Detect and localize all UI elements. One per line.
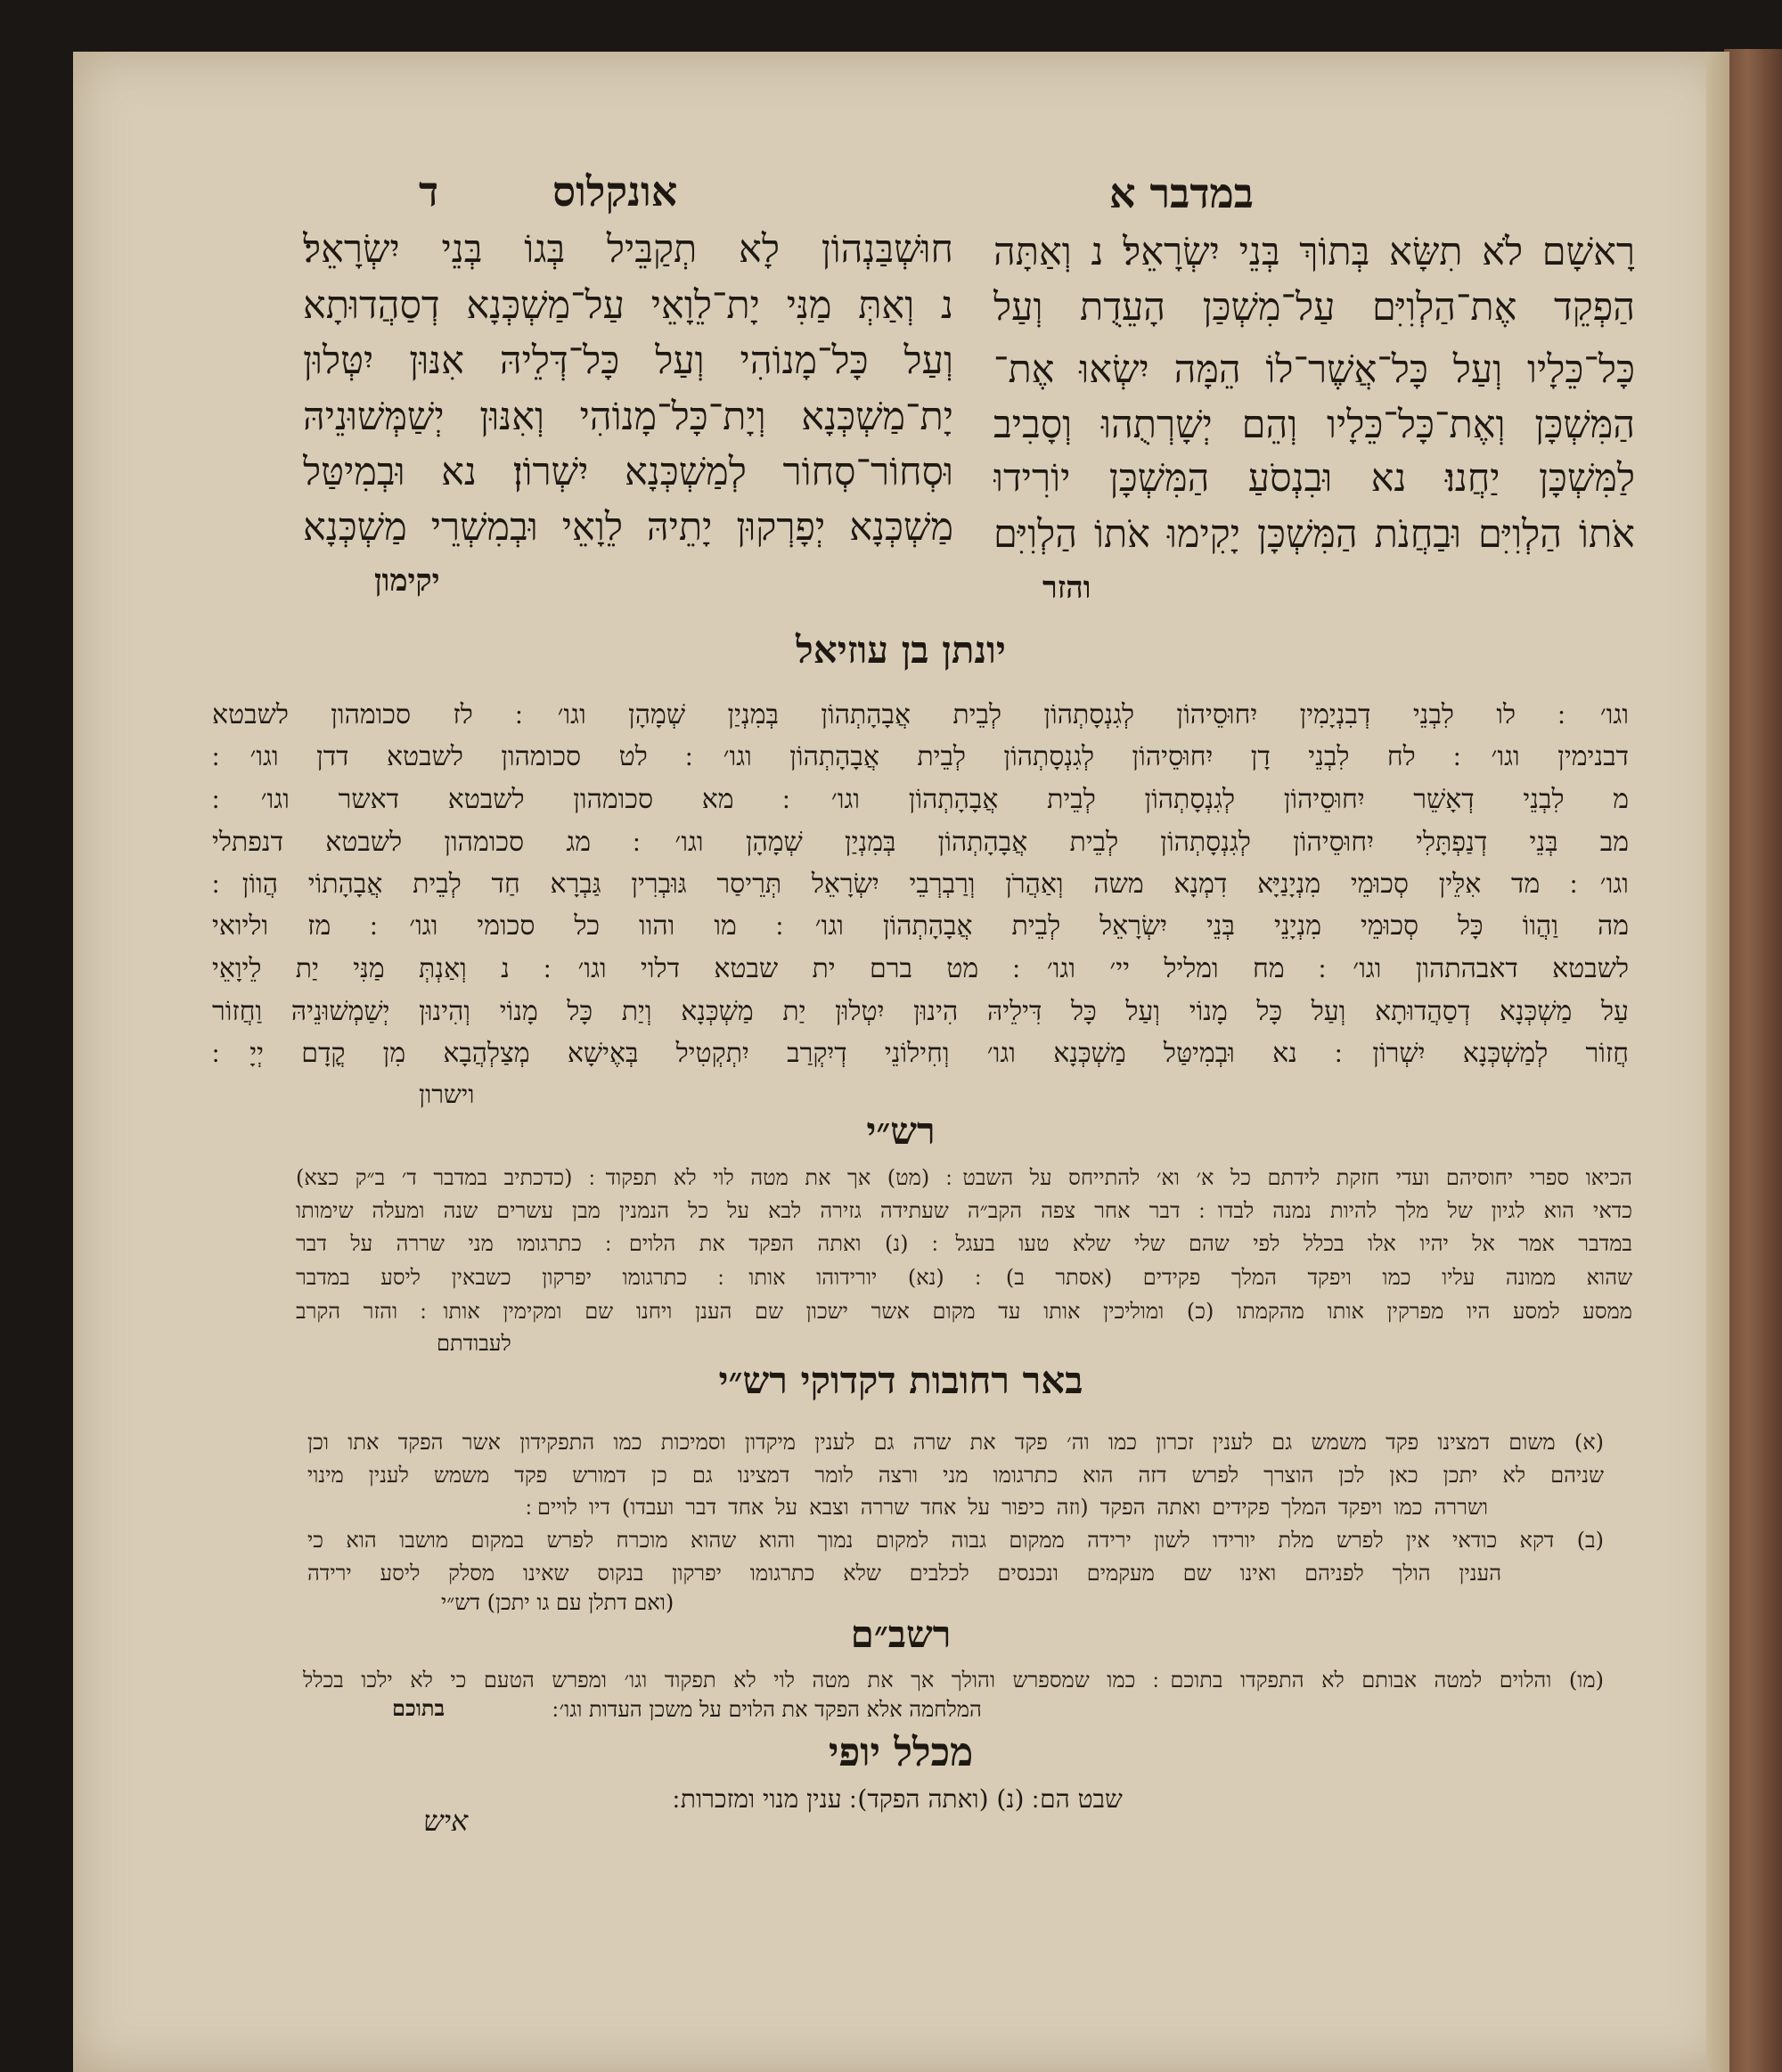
beer-line: שניהם לא יתכן כאן לכן הוצרך לפרש דזה הוא כתרגומו מני ורצה לומר דמצינו גם כן דמורש פקד משמש לענין מינוי	[307, 1463, 1604, 1488]
beer-line-end: (ואם דתלן עם גו יתכן) דש״י	[441, 1590, 674, 1615]
yonatan-line: וגו׳ ׃ לו לִבְנֵי דְבִנְיָמִין יִחוּסֵיהוֹן לְגִנְסָתְהוֹן לְבֵית אֲבָהָתְהוֹן בְּמִנְיַן שְׁמָהָן וגו׳ ׃ לז סכומהון לשבטא	[212, 699, 1629, 730]
yonatan-line: מה וַהֲווֹ כָּל סְכוּמֵי מִנְיָנֵי בְּנֵי יִשְׂרָאֵל לְבֵית אֲבָהָתְהוֹן וגו׳ ׃ מו והוו כל סכומי וגו׳ ׃ מז וליואי	[212, 910, 1629, 942]
yonatan-line: עַל מַשְׁכְּנָא דְסַהֲדוּתָא וְעַל כָּל מָנוֹי וְעַל כָּל דִּילֵיהּ הִינוּן יִטְלוּן יַת מַשְׁכְּנָא וְיַת כָּל מָנוֹי וְהִינוּן יְשַׁמְשׁוּנֵיהּ וַחֲזוֹר	[212, 996, 1629, 1027]
torah-line: כָּל־כֵּלָיו וְעַל כָּל־אֲשֶׁר־לוֹ הֵמָּה יִשְׂאוּ אֶת־	[993, 347, 1635, 392]
rashi-line: ממסע למסע היו מפרקין אותו מהקמתו (כ) ומוליכין אותו עד מקום אשר ישכון שם הענן ויחנו שם ומקימין אותו ׃ והזר הקרב	[296, 1299, 1632, 1324]
torah-catchword: והזר	[1042, 570, 1091, 606]
rashi-line: כדאי הוא לגיון של מלך להיות נמנה לבדו ׃ דבר אחר צפה הקב״ה שעתידה גזירה לבא על כל הנמנין מבן עשרים שנה ומעלה שימותו	[296, 1198, 1632, 1223]
rashbam-line: (מו) והלוים למטה אבותם לא התפקדו בתוכם ׃ כמו שמספרש והולך אך את מטה לוי לא תפקוד וגו׳ ומפרש הטעם כי לא ילכו בכלל	[303, 1668, 1604, 1693]
beer-title: באר רחובות דקדוקי רש״י	[718, 1358, 1083, 1402]
onkelos-line: נ וְאַתְּ מַנִּי יָת־לֵוָאֵי עַל־מַשְׁכְּנָא דְסַהֲדוּתָא	[303, 283, 953, 328]
onkelos-catchword: יקימון	[374, 563, 440, 599]
torah-line: לַמִּשְׁכָּן יַחֲנוּ׃ נא וּבִנְסֹעַ הַמִּשְׁכָּן יוֹרִידוּ	[993, 456, 1635, 501]
onkelos-line: וּסְחוֹר־סְחוֹר לְמַשְׁכְּנָא יִשְׁרוֹן׃ נא וּבְמִיטַּל	[303, 450, 953, 494]
rashbam-catchword: בתוכם	[392, 1695, 446, 1721]
book-cover-edge	[1724, 49, 1782, 2072]
rashi-line: הכיאו ספרי יחוסיהם ועדי חזקת לידתם כל א׳ וא׳ להתייחס על השבט ׃ (מט) אך את מטה לוי לא תפקוד ׃ (כדכתיב במדבר ד׳ ב״ק כצא)	[296, 1165, 1632, 1190]
rashi-line: במדבר אמר אל יהיו אלו בכלל לפי שהם שלי שלא טעו בעגל ׃ (נ) ואתה הפקד את הלוים ׃ כתרגומו מני שררה על דבר	[296, 1231, 1632, 1256]
rashbam-line-end: המלחמה אלא הפקד את הלוים על משכן העדות וגו׳ ׃	[552, 1697, 982, 1722]
onkelos-line: חוּשְׁבַּנְהוֹן לָא תְקַבֵּיל בְּגוֹ בְּנֵי יִשְׂרָאֵל׃	[303, 227, 953, 272]
beer-line: הענין הולך לפניהם ואינו שם מעקמים ונכנסים לכלבים שלא כתרגומו יפרקון בנקוס שאינו מסלק ליסע ירידה	[307, 1561, 1501, 1586]
rashi-title: רש״י	[866, 1109, 936, 1153]
mikhlal-title: מכלל יופי	[828, 1730, 974, 1775]
header-right-title: במדבר א	[1109, 169, 1254, 217]
mikhlal-line: שבט הם ׃ (נ) (ואתה הפקד) ׃ ענין מנוי ומזכרות ׃	[673, 1784, 1123, 1814]
yonatan-line: וגו׳ ׃ מד אִלֵּין סְכוּמֵי מִנְיָנַיָּא דִמְנָא משה וְאַהֲרֹן וְרַבְרְבֵי יִשְׂרָאֵל תְּרֵיסַר גּוּבְרִין גַּבְרָא חַד לְבֵית אֲבָהָתוֹי הֲווֹן ׃	[212, 869, 1629, 900]
yonatan-title: יונתן בן עוזיאל	[796, 628, 1006, 672]
beer-line: (א) משום דמצינו פקד משמש גם לענין זכרון כמו וה׳ פקד את שרה גם לענין מיקדון וסמיכות כמו התפקידון אשר הפקד אתו וכן	[307, 1430, 1604, 1455]
header-page-letter: ד	[419, 167, 439, 216]
torah-line: הַמִּשְׁכָּן וְאֶת־כָּל־כֵּלָיו וְהֵם יְשָׁרְתֻהוּ וְסָבִיב	[993, 403, 1635, 447]
yonatan-line: דבנימין וגו׳ ׃ לח לִבְנֵי דָן יִחוּסֵיהוֹן לְגִנְסָתְהוֹן לְבֵית אֲבָהָתְהוֹן וגו׳ ׃ לט סכומהון לשבטא דדן וגו׳ ׃	[212, 741, 1629, 772]
header-left-title: אונקלוס	[552, 167, 678, 216]
torah-line: אֹתוֹ הַלְוִיִּם וּבַחֲנֹת הַמִּשְׁכָּן יָקִימוּ אֹתוֹ הַלְוִיִּם	[993, 512, 1635, 557]
yonatan-line: חֲזוֹר לְמַשְׁכְּנָא יִשְׁרוֹן ׃ נא וּבְמִיטַּל מַשְׁכְּנָא וגו׳ וְחִילוֹנֵי דְיִקְרַב יִתְקְטִיל בְּאֶישָׁא מְצַלְהֲבָא מִן קֳדָם יְיָ ׃	[212, 1038, 1629, 1069]
yonatan-line: מב בְּנֵי דְנַפְתָּלִי יִחוּסֵיהוֹן לְגִנְסָתְהוֹן לְבֵית אֲבָהָתְהוֹן בְּמִנְיַן שְׁמָהָן וגו׳ ׃ מג סכומהון לשבטא דנפתלי	[212, 827, 1629, 858]
torah-line: רָאשָׁם לֹא תִשָּׂא בְּתוֹךְ בְּנֵי יִשְׂרָאֵל׃ נ וְאַתָּה	[993, 230, 1635, 274]
page-catchword: איש	[423, 1804, 469, 1838]
onkelos-line: וְעַל כָּל־מָנוֹהִי וְעַל כָּל־דְּלֵיהּ אִנּוּן יִטְּלוּן	[303, 339, 953, 383]
beer-line: ושררה כמו ויפקד המלך פקידים ואתה הפקד (וזה כיפור על אחד שררה וצבא על אחד דבר ועבדו) דיו לויים ׃	[526, 1495, 1488, 1520]
torah-line: הַפְקֵד אֶת־הַלְוִיִּם עַל־מִשְׁכַּן הָעֵדֻת וְעַל	[993, 285, 1635, 330]
onkelos-line: יָת־מַשְׁכְּנָא וְיָת־כָּל־מָנוֹהִי וְאִנּוּן יְשַׁמְּשׁוּנֵיהּ	[303, 395, 953, 439]
beer-line: (ב) דקא כודאי אין לפרש מלת יורידו לשון ירידה ממקום גבוה למקום נמוך והוא שהוא מוכרח לפרש במקום מושבו הוא כי	[307, 1528, 1604, 1553]
rashi-line-end: לעבודתם	[437, 1331, 511, 1356]
yonatan-line: לשבטא דאבהתהון וגו׳ ׃ מח ומליל יי׳ וגו׳ ׃ מט ברם ית שבטא דלוי וגו׳ ׃ נ וְאַנְתְּ מַנִּי יַת לֵיוָאֵי	[212, 953, 1629, 984]
rashbam-title: רשב״ם	[850, 1612, 952, 1656]
yonatan-line: מ לִבְנֵי דְאָשֵׁר יִחוּסֵיהוֹן לְגִנְסָתְהוֹן לְבֵית אֲבָהָתְהוֹן וגו׳ ׃ מא סכומהון לשבטא דאשר וגו׳ ׃	[212, 784, 1629, 815]
yonatan-catchword: וישרון	[419, 1080, 475, 1109]
onkelos-line: מַשְׁכְּנָא יְפָרְקוּן יָתֵיהּ לֵוָאֵי וּבְמִשְׁרֵי מַשְׁכְּנָא	[303, 505, 953, 550]
rashi-line: שהוא ממונה עליו כמו ויפקד המלך פקידים (אסתר ב) ׃ (נא) יורידוהו אותו ׃ כתרגומו יפרקון כשבאין ליסע במדבר	[296, 1265, 1632, 1290]
